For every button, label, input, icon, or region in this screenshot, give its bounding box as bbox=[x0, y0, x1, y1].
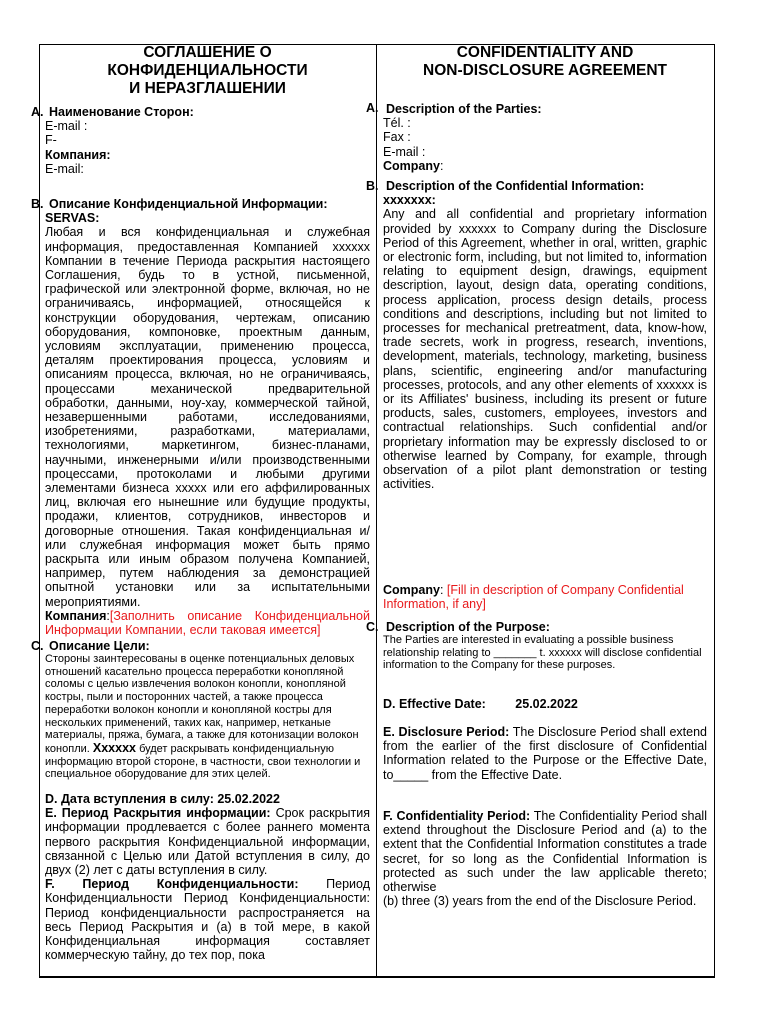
en-section-a bbox=[383, 102, 707, 173]
en-f-body: The Confidentiality Period shall extend throughout the Disclosure Period and (a) to the extent that the Confidential Information constitutes a trade secret, for so long as the Confidential Information is protected as such under the law applicable thereto; otherwise bbox=[383, 809, 707, 895]
en-e-body: The Disclosure Period shall extend from the earlier of the first disclosure of Confidential Information related to the Purpose or the Effective Date, to_____ from the Effective Date. bbox=[383, 725, 707, 782]
ru-b-marker: B. bbox=[31, 197, 44, 211]
en-section-e bbox=[383, 725, 707, 782]
en-section-f bbox=[383, 809, 707, 908]
ru-b-heading: Описание Конфиденциальной Информации: bbox=[49, 197, 328, 211]
en-title-line-2: NON-DISCLOSURE AGREEMENT bbox=[423, 62, 667, 79]
en-b-party-name: xxxxxxx bbox=[383, 193, 432, 208]
ru-d-heading: D. Дата вступления в силу: 25.02.2022 bbox=[45, 792, 280, 806]
en-b-marker: B. bbox=[366, 179, 379, 193]
ru-a-marker: A. bbox=[31, 105, 44, 119]
ru-f-body: Период Конфиденциальности Период Конфиденциальности: Период конфиденциальности распространяется на весь Период Раскрытия и (а) в той мере, в какой Конфиденциальная информация составляет коммерческую тайну, до тех пор, пока bbox=[45, 877, 370, 963]
ru-a-company-email: E-mail: bbox=[45, 161, 84, 176]
en-e-heading: E. Disclosure Period: bbox=[383, 725, 510, 739]
en-a-tel: Tél. : bbox=[383, 116, 411, 131]
en-title bbox=[383, 44, 707, 80]
ru-c-body-party: Xxxxxx bbox=[92, 740, 136, 755]
en-c-heading: Description of the Purpose: bbox=[386, 620, 550, 634]
ru-f-heading: F. Период Конфиденциальности: bbox=[45, 877, 299, 892]
en-b-party: xxxxxxx: bbox=[383, 193, 436, 208]
ru-b-party-name: SERVAS bbox=[45, 211, 96, 226]
en-c-marker: C. bbox=[366, 620, 379, 634]
ru-b-company-label: Компания bbox=[45, 608, 107, 623]
en-d-label: D. Effective Date: bbox=[383, 697, 486, 711]
en-title-line-1: CONFIDENTIALITY AND bbox=[456, 44, 634, 61]
ru-e-body: Срок раскрытия информации продлевается с более раннего момента первого раскрытия Конфиденциальной информации, связанной с Целью или Датой вступления в силу, до двух (2) лет с даты вступления в силу. bbox=[45, 806, 370, 878]
ru-section-b bbox=[45, 197, 370, 637]
ru-c-marker: C. bbox=[31, 639, 44, 653]
en-f-body-b: (b) three (3) years from the end of the Disclosure Period. bbox=[383, 894, 697, 909]
ru-a-email: E-mail : bbox=[45, 119, 88, 134]
ru-title-line-2: КОНФИДЕНЦИАЛЬНОСТИ bbox=[107, 62, 308, 79]
ru-b-party: SERVAS: bbox=[45, 211, 100, 226]
en-f-heading: F. Confidentiality Period: bbox=[383, 809, 531, 823]
en-a-company bbox=[383, 159, 707, 173]
ru-c-body-2: будет раскрывать конфиденциальную информацию второй стороне, в частности, свои технологии и специальное оборудование для этих целей. bbox=[45, 742, 361, 781]
en-c-body: The Parties are interested in evaluating a possible business relationship relating to _______ t. xxxxxx will disclose confidential information to the Company for these purposes. bbox=[383, 634, 702, 672]
en-b-company-label: Company bbox=[383, 583, 440, 597]
en-b-body: Any and all confidential and proprietary information provided by xxxxxx to Company during the Disclosure Period of this Agreement, whether in oral, written, graphic or electronic form, including, but not limited to, information relating to equipment design, drawings, equipment description, layout, design data, operating conditions, process application, process design details, process conditions and descriptions, including but not limited to processes for mechanical pretreatment, data, know-how, trade secrets, work in progress, research, inventions, development, materials, technology, marketing, business plans, scientific, engineering and/or manufacturing processes, protocols, and any other elements of xxxxxx is or its Affiliates' business, including its present or future products, sales, customers, employees, investors and contractual relationships. Such confidential and/or proprietary information may be expressly disclosed to or otherwise learned by Company, for example, through observation of a pilot plant demonstration or testing activities. bbox=[383, 207, 707, 492]
en-a-company-label: Company bbox=[383, 158, 440, 173]
ru-a-company-label: Компания: bbox=[45, 147, 111, 162]
ru-b-company: Компания:[Заполнить описание Конфиденциальной Информации Компании, если таковая имеется] bbox=[45, 608, 370, 638]
ru-title-line-1: СОГЛАШЕНИЕ О bbox=[143, 44, 272, 61]
en-b-company: Company: [Fill in description of Company Confidential Information, if any] bbox=[383, 583, 684, 612]
ru-section-c bbox=[45, 639, 370, 781]
en-a-email: E-mail : bbox=[383, 144, 426, 159]
en-b-company-fill: [Fill in description of Company Confidential Information, if any] bbox=[383, 583, 684, 612]
ru-e bbox=[45, 806, 370, 877]
ru-f bbox=[45, 877, 370, 962]
ru-section-a bbox=[45, 105, 370, 176]
en-a-heading: Description of the Parties: bbox=[386, 102, 542, 116]
en-a-company-colon: : bbox=[439, 158, 444, 173]
en-a-fax: Fax : bbox=[383, 130, 411, 145]
en-section-c bbox=[383, 620, 707, 672]
ru-b-company-fill: [Заполнить описание Конфиденциальной Информации Компании, если таковая имеется] bbox=[45, 608, 370, 638]
en-section-b bbox=[383, 179, 707, 491]
ru-section-d-f bbox=[45, 792, 370, 962]
ru-title bbox=[45, 44, 370, 98]
en-b-heading: Description of the Confidential Information: bbox=[386, 179, 645, 193]
ru-title-line-3: И НЕРАЗГЛАШЕНИИ bbox=[129, 80, 286, 97]
ru-b-body: Любая и вся конфиденциальная и служебная информация, предоставленная Компанией xxxxxx Компании в течение Периода раскрытия настоящего Соглашения, будь то в устной, письменной, графической или электронной форме, включая, но не ограничиваясь, информацией, относящейся к конструкции оборудования, чертежам, описанию оборудования, компоновке, проектным данным, условиям эксплуатации, применению процесса, деталям проектирования процесса, условиям и описаниям процесса, включая, но не ограничиваясь, процессами механической предварительной обработки, данными, ноу-хау, коммерческой тайной, незавершенными работами, исследованиями, изобретениями, разработками, материалами, технологиями, маркетингом, бизнес-планами, научными, инженерными и/или производственными процессами, протоколами и любыми другими элементами бизнеса xxxxx или его аффилированных лиц, включая его нынешние или будущие продукты, продажи, клиентов, сотрудников, инвесторов и договорные отношения. Такая конфиденциальная и/или служебная информация может быть прямо раскрыта или иным образом получена Компанией, например, путем наблюдения за демонстрацией опытной установки или за испытательными мероприятиями. bbox=[45, 225, 370, 609]
ru-c-body bbox=[45, 653, 370, 781]
bottom-rule bbox=[39, 976, 715, 977]
ru-a-fax: F- bbox=[45, 133, 57, 148]
ru-c-body-1: Стороны заинтересованы в оценке потенциальных деловых отношений касательно процесса переработки конопляной соломы с целью извлечения волокон конопли, конопляной костры, пыли и посторонних частей, а также процесса переработки волокон конопли и конопляной костры для нескольких применений, таких как, например, нетканые материалы, пряжа, бумага, а также для котонизации волокон конопли. bbox=[45, 653, 359, 755]
ru-a-heading: Наименование Сторон: bbox=[49, 105, 194, 119]
ru-c-heading: Описание Цели: bbox=[49, 639, 150, 653]
en-d-value: 25.02.2022 bbox=[515, 697, 578, 711]
en-section-d bbox=[383, 697, 707, 711]
en-a-marker: A. bbox=[366, 101, 379, 115]
ru-e-heading: E. Период Раскрытия информации: bbox=[45, 806, 271, 821]
